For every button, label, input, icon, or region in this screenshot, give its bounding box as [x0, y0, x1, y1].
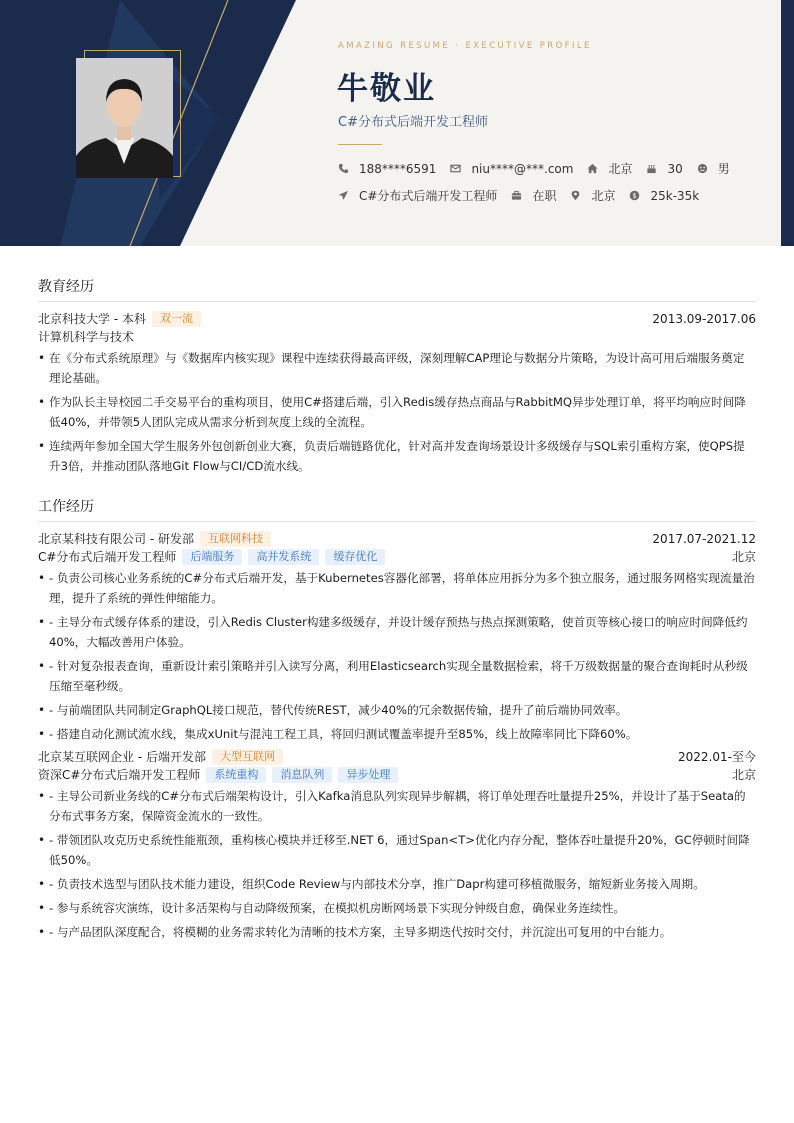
salary-text: 25k-35k: [650, 188, 700, 203]
role-tag: 缓存优化: [325, 549, 385, 565]
target-city-text: 北京: [591, 189, 616, 203]
list-item: • - 主导分布式缓存体系的建设，引入Redis Cluster构建多级缓存，并设计缓存预热与热点探测策略，使首页等核心接口的响应时间降低约40%，大幅改善用户体验。: [38, 612, 756, 652]
job-intent-row: [338, 187, 713, 204]
list-item: • - 与产品团队深度配合，将模糊的业务需求转化为清晰的技术方案，主导多期迭代按时交付，并沉淀出可复用的中台能力。: [38, 922, 756, 942]
work-entry-head: [38, 530, 756, 548]
work-bullets: [38, 786, 756, 942]
email-text: niu****@***.com: [471, 161, 574, 176]
info-target-city: [570, 187, 615, 204]
list-item: • 连续两年参加全国大学生服务外包创新创业大赛，负责后端链路优化，针对高并发查询场景设计多级缓存与SQL索引重构方案，使QPS提升3倍，并推动团队落地Git Flow与CI/CD流水线。: [38, 436, 756, 476]
work-date: 2022.01-至今: [678, 750, 756, 764]
education-bullets: [38, 348, 756, 476]
list-item: • 作为队长主导校园二手交易平台的重构项目，使用C#搭建后端，引入Redis缓存热点商品与RabbitMQ异步处理订单，将平均响应时间降低40%，并带领5人团队完成从需求分析到灰度上线的全流程。: [38, 392, 756, 432]
work-location: 北京: [731, 768, 756, 782]
info-status: [511, 187, 556, 204]
education-section-title: 教育经历: [38, 276, 756, 302]
info-target-position: [338, 187, 497, 204]
briefcase-icon: [511, 190, 522, 201]
role-tag: 异步处理: [338, 767, 398, 783]
role-tag: 后端服务: [182, 549, 242, 565]
candidate-name: 牛敬业: [337, 71, 436, 107]
info-email: [450, 162, 573, 176]
work-date: 2017.07-2021.12: [652, 532, 756, 546]
resume-header: [0, 0, 794, 246]
hometown-text: 北京: [608, 162, 633, 176]
list-item: • - 负责技术选型与团队技术能力建设，组织Code Review与内部技术分享，推广Dapr构建可移植微服务，缩短新业务接入周期。: [38, 874, 756, 894]
send-icon: [338, 190, 349, 201]
work-bullets: [38, 568, 756, 744]
age-text: 30: [667, 161, 683, 176]
education-major: 计算机科学与技术: [38, 330, 135, 344]
candidate-title: C#分布式后端开发工程师: [338, 115, 488, 130]
work-role-line: [38, 766, 756, 784]
location-pin-icon: [570, 190, 581, 201]
cake-icon: [646, 163, 657, 174]
info-age: [646, 162, 682, 176]
education-section: [38, 276, 756, 476]
avatar-photo: [76, 58, 173, 178]
education-entry-head: [38, 310, 756, 328]
list-item: • - 负责公司核心业务系统的C#分布式后端开发，基于Kubernetes容器化部署，将单体应用拆分为多个独立服务，通过服务网格实现流量治理，提升了系统的弹性伸缩能力。: [38, 568, 756, 608]
info-hometown: [587, 160, 632, 177]
role-name: 资深C#分布式后端开发工程师: [38, 768, 201, 782]
status-text: 在职: [532, 189, 557, 203]
info-gender: [697, 160, 730, 177]
work-section: [38, 496, 756, 942]
list-item: • 在《分布式系统原理》与《数据库内核实现》课程中连续获得最高评级，深刻理解CAP理论与数据分片策略，为设计高可用后端服务奠定理论基础。: [38, 348, 756, 388]
info-phone: [338, 162, 436, 176]
contact-info-row: [338, 160, 744, 177]
role-tag: 消息队列: [272, 767, 332, 783]
list-item: • - 主导公司新业务线的C#分布式后端架构设计，引入Kafka消息队列实现异步解耦，将订单处理吞吐量提升25%，并设计了基于Seata的分布式事务方案，保障资金流水的一致性。: [38, 786, 756, 826]
work-role-line: [38, 548, 756, 566]
list-item: • - 带领团队攻克历史系统性能瓶颈，重构核心模块并迁移至.NET 6，通过Span<T>优化内存分配，整体吞吐量提升20%，GC停顿时间降低50%。: [38, 830, 756, 870]
home-icon: [587, 163, 598, 174]
info-salary: [629, 189, 699, 203]
resume-content: [38, 276, 756, 962]
education-date: 2013.09-2017.06: [652, 312, 756, 326]
title-divider: [338, 144, 382, 145]
gender-icon: [697, 163, 708, 174]
company-name: 北京某科技有限公司 - 研发部: [38, 532, 194, 546]
role-name: C#分布式后端开发工程师: [38, 550, 177, 564]
work-section-title: 工作经历: [38, 496, 756, 522]
company-tag: 互联网科技: [200, 531, 271, 547]
svg-text:$: $: [632, 191, 638, 200]
company-tag: 大型互联网: [212, 749, 283, 765]
work-location: 北京: [731, 550, 756, 564]
work-entry-1: [38, 530, 756, 744]
work-entry-head: [38, 748, 756, 766]
phone-icon: [338, 163, 349, 174]
gender-text: 男: [717, 162, 730, 176]
list-item: • - 与前端团队共同制定GraphQL接口规范，替代传统REST，减少40%的冗余数据传输，提升了前后端协同效率。: [38, 700, 756, 720]
role-tag: 系统重构: [206, 767, 266, 783]
header-tagline: AMAZING RESUME · EXECUTIVE PROFILE: [338, 41, 592, 51]
work-entry-2: [38, 748, 756, 942]
list-item: • - 搭建自动化测试流水线，集成xUnit与混沌工程工具，将回归测试覆盖率提升至85%，线上故障率同比下降60%。: [38, 724, 756, 744]
role-tag: 高并发系统: [248, 549, 319, 565]
list-item: • - 参与系统容灾演练，设计多活架构与自动降级预案，在模拟机房断网场景下实现分钟级自愈，确保业务连续性。: [38, 898, 756, 918]
money-icon: [629, 190, 640, 201]
list-item: • - 针对复杂报表查询，重新设计索引策略并引入读写分离，利用Elasticsearch实现全量数据检索，将千万级数据量的聚合查询耗时从秒级压缩至毫秒级。: [38, 656, 756, 696]
target-position-text: C#分布式后端开发工程师: [359, 189, 498, 203]
school-tag: 双一流: [152, 311, 201, 327]
avatar-portrait-icon: [76, 58, 173, 178]
school-name: 北京科技大学 - 本科: [38, 312, 146, 326]
company-name: 北京某互联网企业 - 后端开发部: [38, 750, 206, 764]
phone-text: 188****6591: [359, 161, 437, 176]
mail-icon: [450, 163, 461, 174]
